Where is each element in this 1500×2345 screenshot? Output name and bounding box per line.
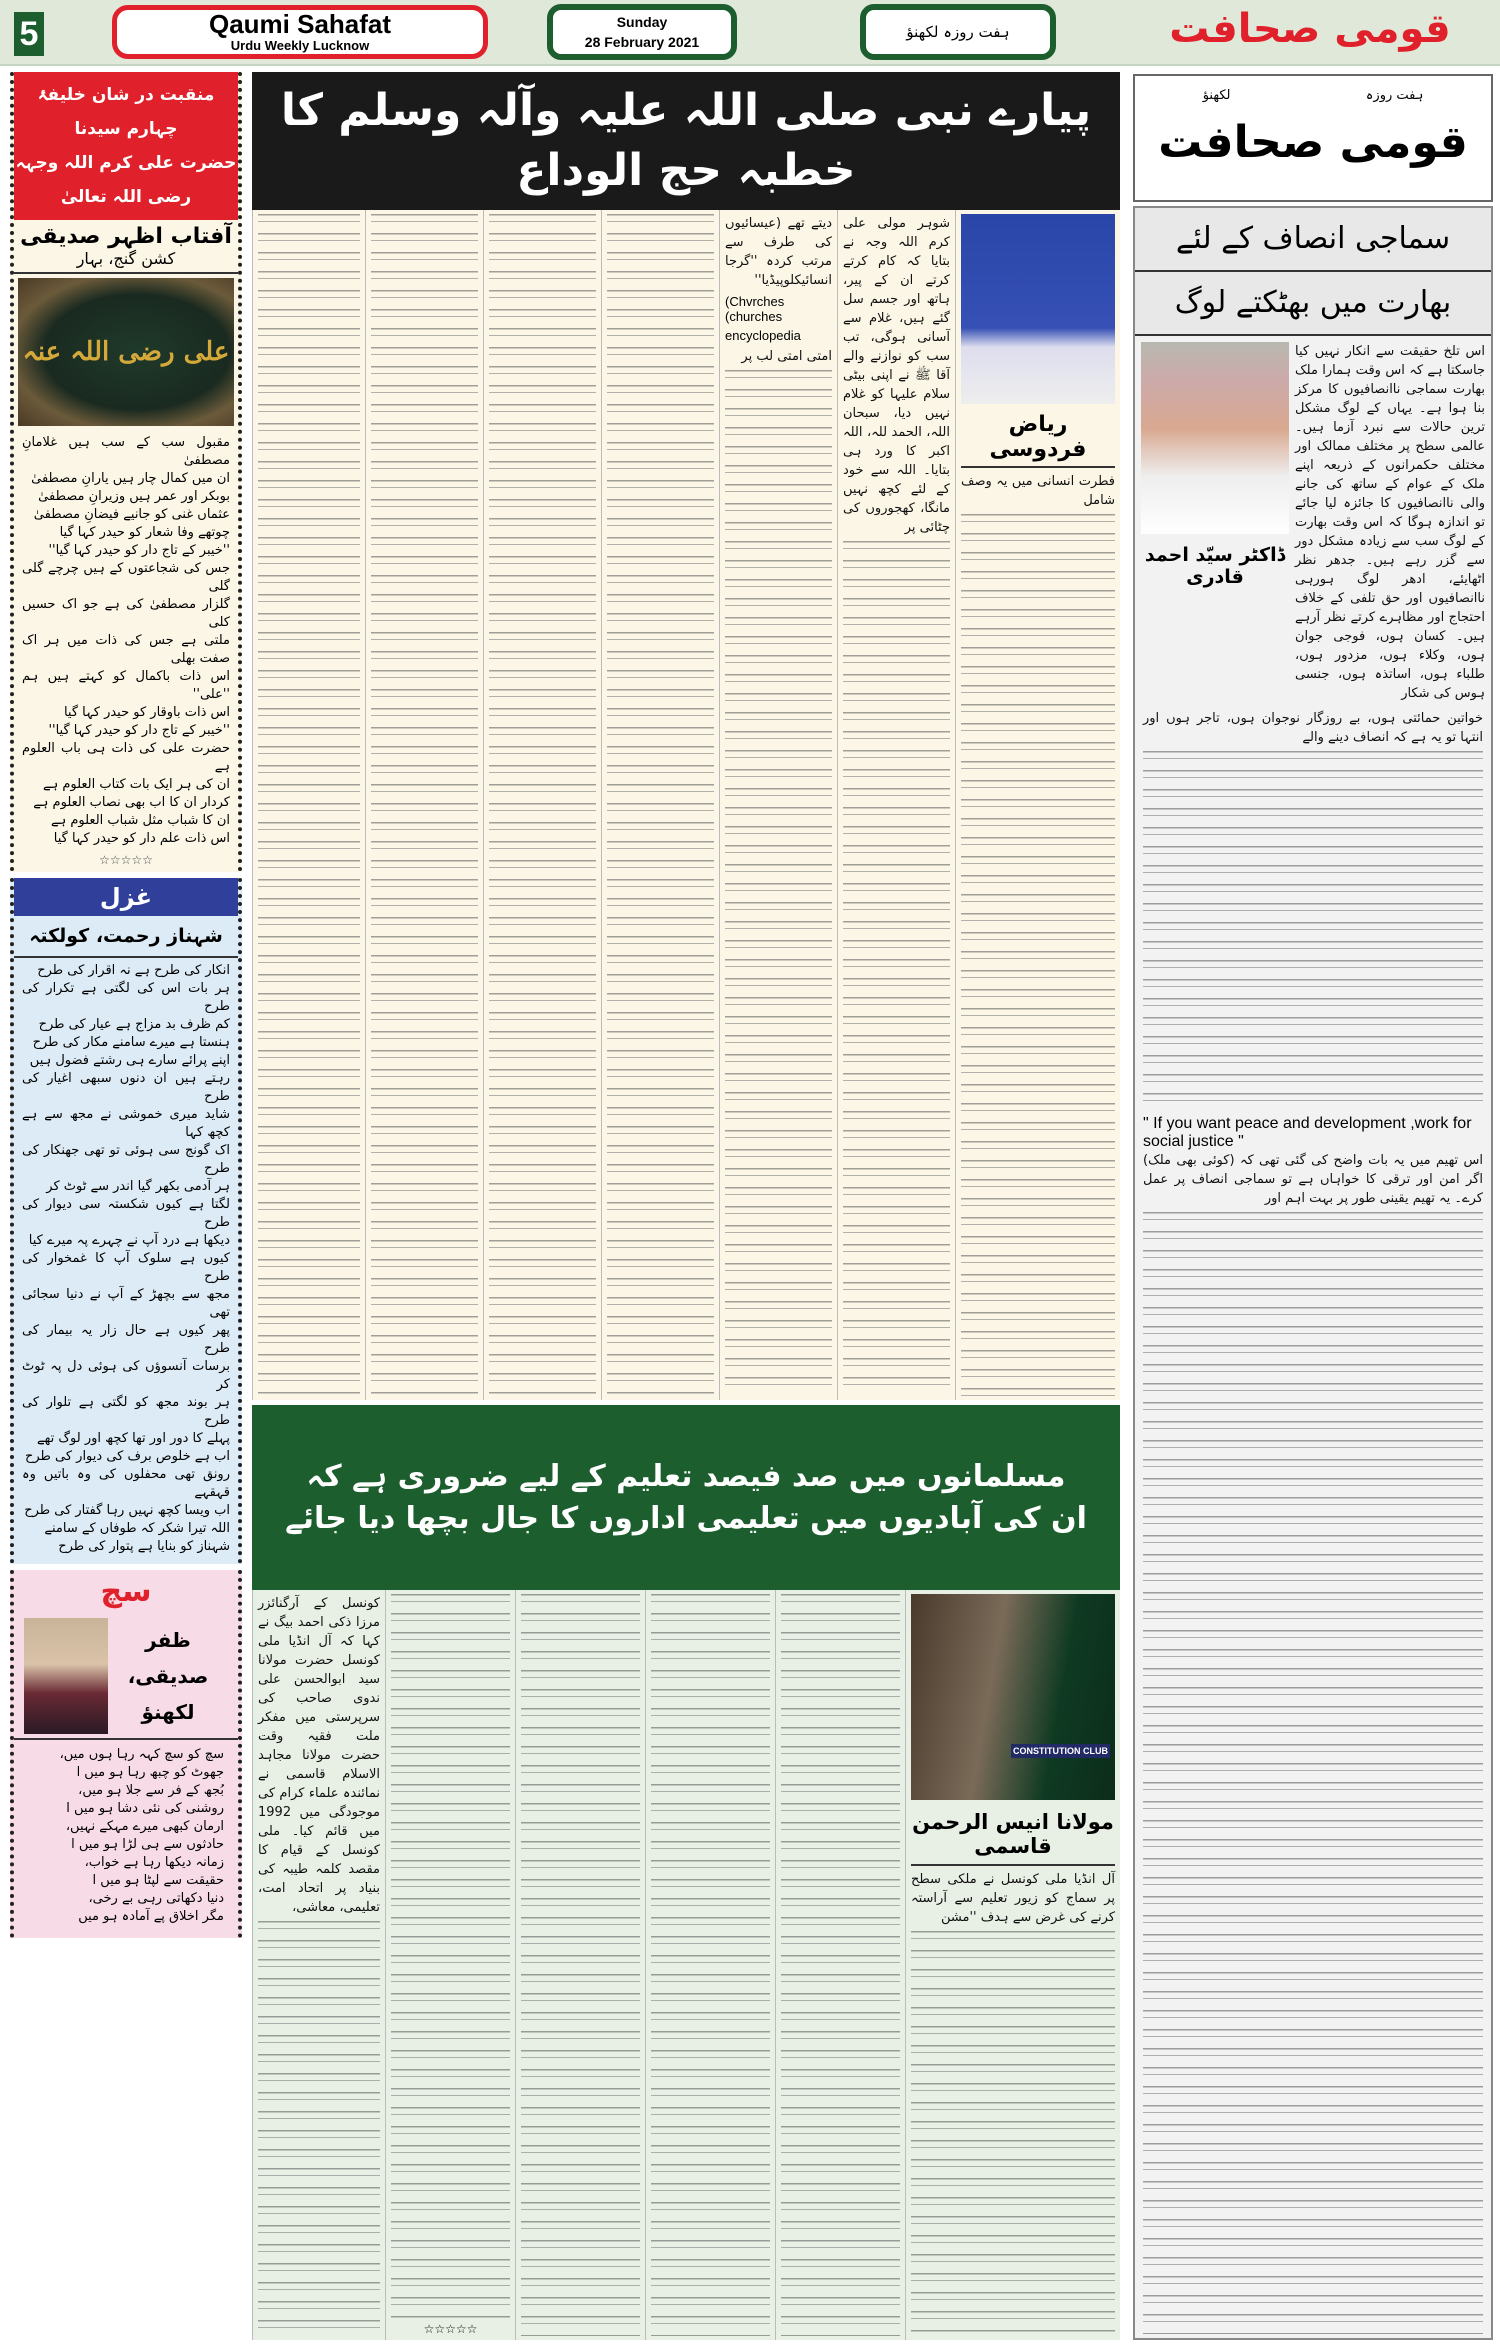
article-text-lines [371,214,478,1396]
end-stars: ☆☆☆☆☆ [423,2322,478,2336]
poem-line: پہلے کا دور اور تھا کچھ اور لوگ تھے [37,1431,230,1446]
masthead-weekly: ہفت روزہ [1365,88,1424,103]
author-name: ریاض فردوسی [961,408,1115,468]
poem-line: ان میں کمال چار ہیں یارانِ مصطفیٰ [31,471,230,486]
headline-line: ان کی آبادیوں میں تعلیمی اداروں کا جال بچھا دیا جائے [285,1500,1087,1536]
poem-line: اب ہے خلوص برف کی دیوار کی طرح [24,1449,230,1464]
author-photo [1141,342,1289,534]
sach-heading: سچ [100,1574,152,1609]
article-text-lines [258,1921,380,2336]
poem-line: پھر کیوں ہے حال زار یہ بیمار کی طرح [22,1323,230,1356]
education-headline [252,1405,1120,1590]
english-quote [1135,1115,1491,1151]
poem-line: رہتے ہیں ان دنوں سبھی اغیار کی طرح [22,1071,230,1104]
end-stars: ☆☆☆☆☆ [99,853,153,867]
ghazal-author: شہناز رحمت، کولکتہ [14,916,238,958]
poem-line: ان کا شباب مثل شباب العلوم ہے [50,813,230,828]
english-term: encyclopedia [725,328,801,343]
poem-line: اس ذات باکمال کو کہتے ہیں ہم ''علی'' [22,669,230,702]
poem-line: ان کی ہر ایک بات کتاب العلوم ہے [42,777,230,792]
article-text-lines [258,214,360,1396]
photo-sign: CONSTITUTION CLUB [1013,1746,1108,1756]
poem-line: لگتا ہے کیوں شکستہ سی دیوار کی طرح [22,1197,230,1230]
english-term: (Chvrches (churches [725,294,785,324]
poem-line: جھوٹ کو چبھ رہا ہو میں ا [76,1765,224,1780]
poem-line: کیوں ہے سلوک آپ کا غمخوار کی طرح [22,1251,230,1284]
poem-line: ہر آدمی بکھر گیا اندر سے ٹوٹ کر [46,1179,230,1194]
poem-line: اللہ تیرا شکر کہ طوفاں کے سامنے [44,1521,230,1536]
poem-line: جس کی شجاعتوں کے ہیں چرچے گلی گلی [22,561,230,594]
article-text: کونسل کے آرگنائزر مرزا ذکی احمد بیگ نے کہا کہ آل انڈیا ملی کونسل حضرت مولانا سید ابوالحسن علی ندوی صاحب کی سرپرستی میں مفکر ملت فقیہ وقت حضرت مولانا مجاہد الاسلام قاسمی نے نمائندہ علماء کرام کی موجودگی میں 1992 میں قائم کیا۔ ملی کونسل کے قیام کا مقصد کلمہ طیبہ کی بنیاد پر اتحاد امت، تعلیمی، معاشی، [258,1596,380,1915]
poem-line: دنیا دکھاتی رہی بے رخی، [88,1891,224,1906]
sach-poem [14,1740,238,1932]
poem-line: عثماں غنی کو جانیے فیضانِ مصطفیٰ [33,507,230,522]
poem-line: ہر بات اس کی لگتی ہے تکرار کی طرح [22,981,230,1014]
poem-line: ارمان کبھی میرے مہکے نہیں، [65,1819,224,1834]
poem-line: بوبکر اور عمر ہیں وزیرانِ مصطفیٰ [38,489,230,504]
poem-line: حادثوں سے ہی لڑا ہو میں ا [71,1837,224,1852]
poem-line: ''خیبر کے تاج دار کو حیدر کہا گیا'' [48,543,230,558]
tagline-box: ہفت روزہ لکھنؤ [860,4,1056,60]
poem-line: سچ کو سچ کہہ رہا ہوں میں، [59,1747,224,1762]
article-text: امتی امتی لب پر [741,349,832,364]
poem-line: حقیقت سے لپٹا ہو میں ا [92,1873,224,1888]
poem-line: اب ویسا کچھ نہیں رہا گفتار کی طرح [24,1503,230,1518]
date: 28 February 2021 [584,34,700,50]
poem-line: حضرت علی کی ذات ہی باب العلوم ہے [22,741,230,774]
author-name: ڈاکٹر سیّد احمد قادری [1144,544,1286,588]
author-place: کشن گنج، بہار [76,249,176,268]
justice-headline [1135,208,1491,336]
poem-line: اپنے پرائے سارے ہی رشتے فضول ہیں [29,1053,230,1068]
ali-calligraphy-image [18,278,234,426]
article-text-lines [843,541,950,1396]
heading-line: منقبت در شان خلیفۂ چہارم سیدنا [37,85,215,139]
article-text-lines [911,1931,1115,2336]
quote-line: social justice " [1143,1133,1244,1150]
author-first-name: ظفر [145,1628,191,1652]
justice-article [1133,206,1493,2340]
calligraphy-text: علی رضی اللہ عنہ [22,337,230,367]
poem-line: برسات آنسوؤں کی ہوئی دل پہ ٹوٹ کر [22,1359,230,1392]
headline-line: مسلمانوں میں صد فیصد تعلیم کے لیے ضروری ہے کہ [306,1458,1066,1494]
education-article [252,1590,1120,2340]
english-title-box [112,5,488,59]
poem-line: ہر بوند مجھ کو لگتی ہے تلوار کی طرح [22,1395,230,1428]
manqabat-heading [14,72,238,220]
poem-line: ملتی ہے جس کی ذات میں ہر اک صفت بھلی [22,633,230,666]
article-text: اس تھیم میں یہ بات واضح کی گئی تھی کہ (کوئی بھی ملک) اگر امن اور ترقی کا خواہاں ہے تو سماجی انصاف پر عمل کرے۔ یہ تھیم یقینی طور پر بہت اہم اور [1143,1153,1483,1206]
author-photo [961,214,1115,404]
left-column [10,72,242,1938]
hajj-article [252,210,1120,1400]
poem-line: مگر اخلاق پے آمادہ ہو میں [78,1909,224,1924]
heading-line: حضرت علی کرم اللہ وجہہ رضی اللہ تعالیٰ [15,153,237,207]
article-text-lines [521,1594,640,2336]
article-text: اس تلخ حقیقت سے انکار نہیں کیا جاسکتا ہے کہ اس وقت ہمارا ملک بھارت سماجی ناانصافیوں کا مرکز بنا ہوا ہے۔ یہاں کے لوگ مشکل ترین حالات سے نبرد آزما ہیں۔ عالمی سطح پر مختلف ممالک اور مختلف حکمرانوں کے ذریعہ اپنے ملک کے عوام کے ساتھ کی جانے والی ناانصافیوں کا جائزہ لیا جائے تو اندازہ ہوگا کہ اس وقت بھارت کے لوگ سب سے زیادہ مشکل دور سے گزر رہے ہیں۔ جدھر نظر اٹھایئے، ادھر لوگ ہورہی ناانصافیوں اور حق تلفی کے خلاف احتجاج اور مظاہرے کرتے نظر آرہے ہیں۔ کسان ہوں، فوجی جوان ہوں، وکلاء ہوں، مزدور ہوں، طلباء ہوں، اساتذہ ہوں، جنسی ہوس کی شکار [1295,344,1485,701]
english-title: Qaumi Sahafat [208,9,392,39]
sach-section [10,1570,242,1938]
english-subtitle: Urdu Weekly Lucknow [230,38,370,53]
ghazal-heading: غزل [14,878,238,916]
author-name: آفتاب اظہر صدیقی [20,224,232,249]
poem-line: دیکھا ہے درد آپ نے چہرے پہ میرے کیا [28,1233,230,1248]
page-header [0,0,1500,66]
poem-line: روشنی کی نئی دشا ہو میں ا [66,1801,224,1816]
poem-line: چوتھے وفا شعار کو حیدر کہا گیا [59,525,230,540]
article-text-lines [725,370,832,1396]
poem-line: ''خیبر کے تاج دار کو حیدر کہا گیا'' [48,723,230,738]
sach-byline [14,1614,238,1740]
poem-line: زمانہ دیکھا رہا ہے خواب، [84,1855,224,1870]
manqabat-byline [14,220,238,274]
article-text: آل انڈیا ملی کونسل نے ملکی سطح پر سماج کو زیور تعلیم سے آراستہ کرنے کی غرض سے ہدف ''مشن [911,1872,1115,1925]
hajj-headline: پیارے نبی صلی اللہ علیہ وآلہ وسلم کا خطبہ حج الوداع [252,72,1120,210]
poem-line: گلزار مصطفیٰ کی ہے جو اک حسیں کلی [22,597,230,630]
poem-line: مقبول سب کے سب ہیں غلامانِ مصطفیٰ [22,435,230,468]
poem-line: کم ظرف بد مزاج ہے عیار کی طرح [38,1017,230,1032]
poem-line: اک گونج سی ہوئی تو تھی جھنکار کی طرح [22,1143,230,1176]
poem-line: شہناز کو بنایا ہے پتوار کی طرح [58,1539,230,1554]
article-text-lines [391,1594,510,2318]
article-text-lines [781,1594,900,2336]
author-photo [911,1594,1115,1800]
masthead-title: قومی صحافت [1158,117,1468,168]
article-text: شوہر مولی علی کرم اللہ وجہ نے بتایا کہ کام کرتے کرتے ان کے پیر، ہاتھ اور جسم سل گئے ہیں، غلام سے آسانی ہوگی، تب سب کو نوازنے والے آقا ﷺ نے اپنی بیٹی سلام علیہا کو غلام نہیں دیا، سبحان اللہ، الحمد للہ، اللہ اکبر کا ورد ہی بتایا۔ اللہ سے خود کے لئے کچھ نہیں مانگا، کھجوروں کی چٹائی پر [843,216,950,535]
ghazal-poem [14,958,238,1560]
article-text-lines [607,214,714,1396]
poem-line: کردار ان کا اب بھی نصاب العلوم ہے [33,795,230,810]
author-last-name: صدیقی، لکھنؤ [127,1664,209,1724]
headline-line: سماجی انصاف کے لئے [1135,208,1491,272]
poem-line: شاید میری خموشی نے مجھ سے ہے کچھ کہا [22,1107,230,1140]
masthead-city: لکھنؤ [1202,88,1231,103]
date-box [547,4,737,60]
headline-line: بھارت میں بھٹکتے لوگ [1135,272,1491,336]
ghazal-section [10,878,242,1564]
article-text-lines [651,1594,770,2336]
poem-line: مجھ سے بچھڑ کے آپ نے دنیا سجائی تھی [22,1287,230,1320]
quote-line: " If you want peace and development ,work for [1143,1115,1472,1132]
article-text: خواتین حمائتی ہوں، بے روزگار نوجوان ہوں، تاجر ہوں اور انتہا تو یہ ہے کہ انصاف دینے والے [1143,711,1483,745]
poem-line: بُجھ کے فر سے جلا ہو میں، [78,1783,224,1798]
article-text-lines [1143,1212,1483,2334]
article-text-lines [961,514,1115,1396]
poem-line: رونق تھی محفلوں کی وہ باتیں وہ قہقہے [22,1467,230,1500]
poem-line: اس ذات علم دار کو حیدر کہا گیا [53,831,230,846]
day: Sunday [616,14,668,30]
article-text: فطرت انسانی میں یہ وصف شامل [961,474,1115,508]
poem-line: انکار کی طرح ہے نہ اقرار کی طرح [37,963,230,978]
page-number: 5 [14,12,44,56]
article-text-lines [489,214,596,1396]
manqabat-poem [14,430,238,852]
manqabat-section [10,72,242,872]
article-text: دیتے تھے (عیسائیوں کی طرف سے مرتب کردہ ''گرجا انسائیکلوپیڈیا'' [725,216,832,288]
masthead [1133,74,1493,202]
poem-line: ہنستا ہے میرے سامنے مکار کی طرح [32,1035,230,1050]
urdu-title: قومی صحافت [1169,6,1451,52]
author-photo [24,1618,108,1734]
poem-line: اس ذات باوقار کو حیدر کہا گیا [63,705,230,720]
author-name: مولانا انیس الرحمن قاسمی [911,1804,1115,1866]
article-text-lines [1143,751,1483,1111]
